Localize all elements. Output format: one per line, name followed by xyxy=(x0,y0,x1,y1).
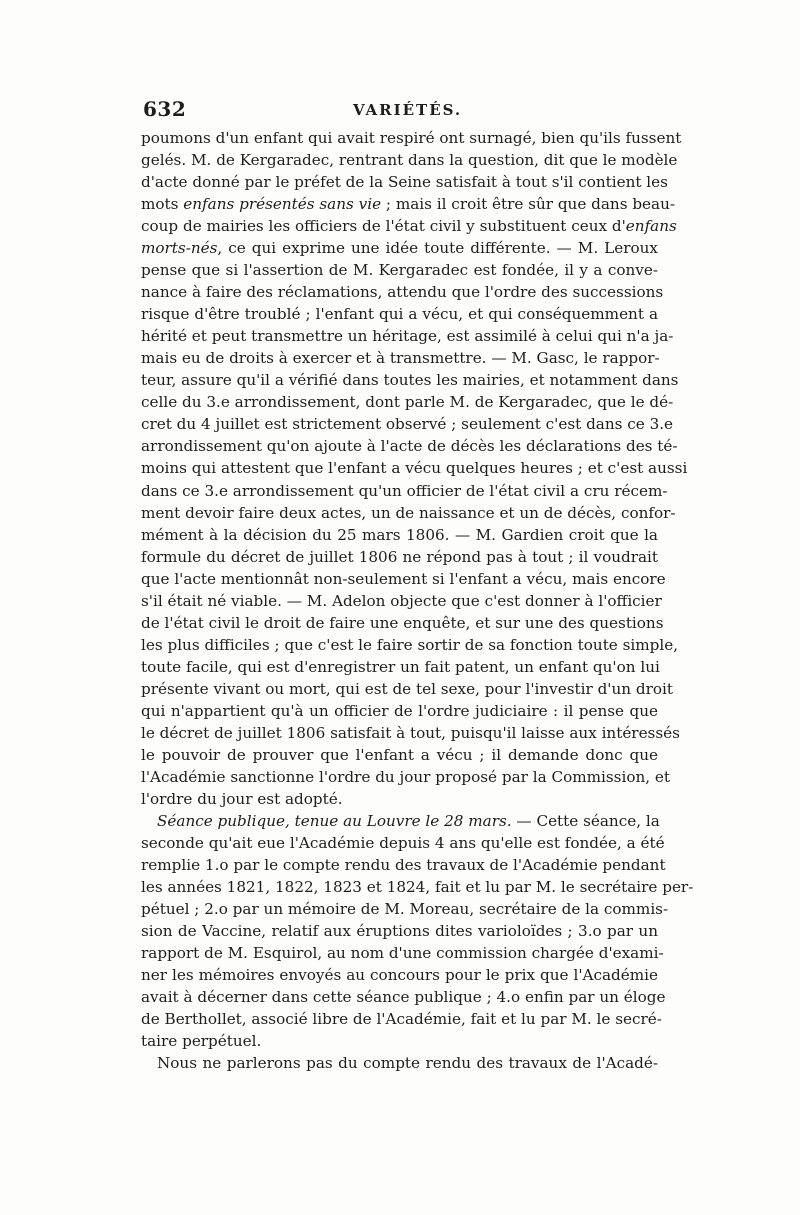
page-header xyxy=(143,96,660,122)
text-line: hérité et peut transmettre un héritage, est assimilé à celui qui n'a ja- xyxy=(141,327,674,346)
body-text xyxy=(141,127,694,1074)
text-line: taire perpétuel. xyxy=(141,1032,262,1051)
text-line: cret du 4 juillet est strictement observé ; seulement c'est dans ce 3.e xyxy=(141,415,674,434)
text-line: présente vivant ou mort, qui est de tel sexe, pour l'investir d'un droit xyxy=(141,679,673,698)
text-line: mots enfans présentés sans vie ; mais il croit être sûr que dans beau- xyxy=(141,195,676,214)
text-line: le pouvoir de prouver que l'enfant a vécu ; il demande donc que xyxy=(141,745,658,764)
text-line: poumons d'un enfant qui avait respiré ont surnagé, bien qu'ils fussent xyxy=(141,129,682,147)
text-line: formule du décret de juillet 1806 ne répond pas à tout ; il voudrait xyxy=(141,547,658,566)
text-line: rapport de M. Esquirol, au nom d'une commission chargée d'exami- xyxy=(141,944,664,963)
text-line: s'il était né viable. — M. Adelon objecte que c'est donner à l'officier xyxy=(141,591,662,610)
text-line: Séance publique, tenue au Louvre le 28 mars. — Cette séance, la xyxy=(157,811,660,830)
text-line: sion de Vaccine, relatif aux éruptions dites varioloïdes ; 3.o par un xyxy=(141,922,658,941)
text-line: dans ce 3.e arrondissement qu'un officier de l'état civil a cru récem- xyxy=(141,481,668,500)
italic-phrase: Séance publique, tenue au Louvre le 28 mars. xyxy=(157,811,512,830)
text-line: Nous ne parlerons pas du compte rendu des travaux de l'Acadé- xyxy=(157,1054,658,1073)
italic-phrase: morts-nés xyxy=(141,239,218,258)
text-line: les plus difficiles ; que c'est le faire sortir de sa fonction toute simple, xyxy=(141,635,679,654)
text-line: teur, assure qu'il a vérifié dans toutes les mairies, et notamment dans xyxy=(141,371,679,390)
running-title: VARIÉTÉS. xyxy=(353,101,463,119)
text-line: mément à la décision du 25 mars 1806. — M. Gardien croit que la xyxy=(141,525,658,544)
text-line: moins qui attestent que l'enfant a vécu quelques heures ; et c'est aussi xyxy=(141,459,688,478)
page-number: 632 xyxy=(143,97,187,121)
text-line: seconde qu'ait eue l'Académie depuis 4 ans qu'elle est fondée, a été xyxy=(141,834,665,852)
text-line: d'acte donné par le préfet de la Seine satisfait à tout s'il contient les xyxy=(141,173,668,192)
text-line: ner les mémoires envoyés au concours pour le prix que l'Académie xyxy=(141,966,658,985)
text-line: coup de mairies les officiers de l'état civil y substituent ceux d'enfans xyxy=(141,217,677,236)
italic-phrase: enfans xyxy=(625,217,677,236)
text-line: morts-nés, ce qui exprime une idée toute différente. — M. Leroux xyxy=(141,239,658,258)
text-line: qui n'appartient qu'à un officier de l'ordre judiciaire : il pense que xyxy=(141,701,658,720)
text-line: mais eu de droits à exercer et à transmettre. — M. Gasc, le rappor- xyxy=(141,349,660,368)
text-line: pense que si l'assertion de M. Kergaradec est fondée, il y a conve- xyxy=(141,261,658,280)
italic-phrase: enfans présentés sans vie xyxy=(183,195,382,214)
text-line: arrondissement qu'on ajoute à l'acte de décès les déclarations des té- xyxy=(141,437,678,456)
text-line: nance à faire des réclamations, attendu que l'ordre des successions xyxy=(141,283,664,302)
text-line: les années 1821, 1822, 1823 et 1824, fait et lu par M. le secrétaire per- xyxy=(141,878,694,897)
text-line: de Berthollet, associé libre de l'Académie, fait et lu par M. le secré- xyxy=(141,1010,662,1029)
text-line: gelés. M. de Kergaradec, rentrant dans la question, dit que le modèle xyxy=(141,151,678,170)
text-line: le décret de juillet 1806 satisfait à tout, puisqu'il laisse aux intéressés xyxy=(141,723,680,742)
text-line: avait à décerner dans cette séance publique ; 4.o enfin par un éloge xyxy=(141,988,666,1007)
text-line: remplie 1.o par le compte rendu des travaux de l'Académie pendant xyxy=(141,856,666,875)
text-line: risque d'être troublé ; l'enfant qui a vécu, et qui conséquemment a xyxy=(141,305,658,324)
text-line: ment devoir faire deux actes, un de naissance et un de décès, confor- xyxy=(141,503,676,522)
text-line: l'ordre du jour est adopté. xyxy=(141,789,343,808)
text-line: celle du 3.e arrondissement, dont parle M. de Kergaradec, que le dé- xyxy=(141,393,674,412)
text-line: pétuel ; 2.o par un mémoire de M. Moreau, secrétaire de la commis- xyxy=(141,900,669,919)
text-line: toute facile, qui est d'enregistrer un fait patent, un enfant qu'on lui xyxy=(141,657,660,676)
text-line: de l'état civil le droit de faire une enquête, et sur une des questions xyxy=(141,613,664,632)
text-line: l'Académie sanctionne l'ordre du jour proposé par la Commission, et xyxy=(141,767,670,786)
text-line: que l'acte mentionnât non-seulement si l'enfant a vécu, mais encore xyxy=(141,569,666,588)
